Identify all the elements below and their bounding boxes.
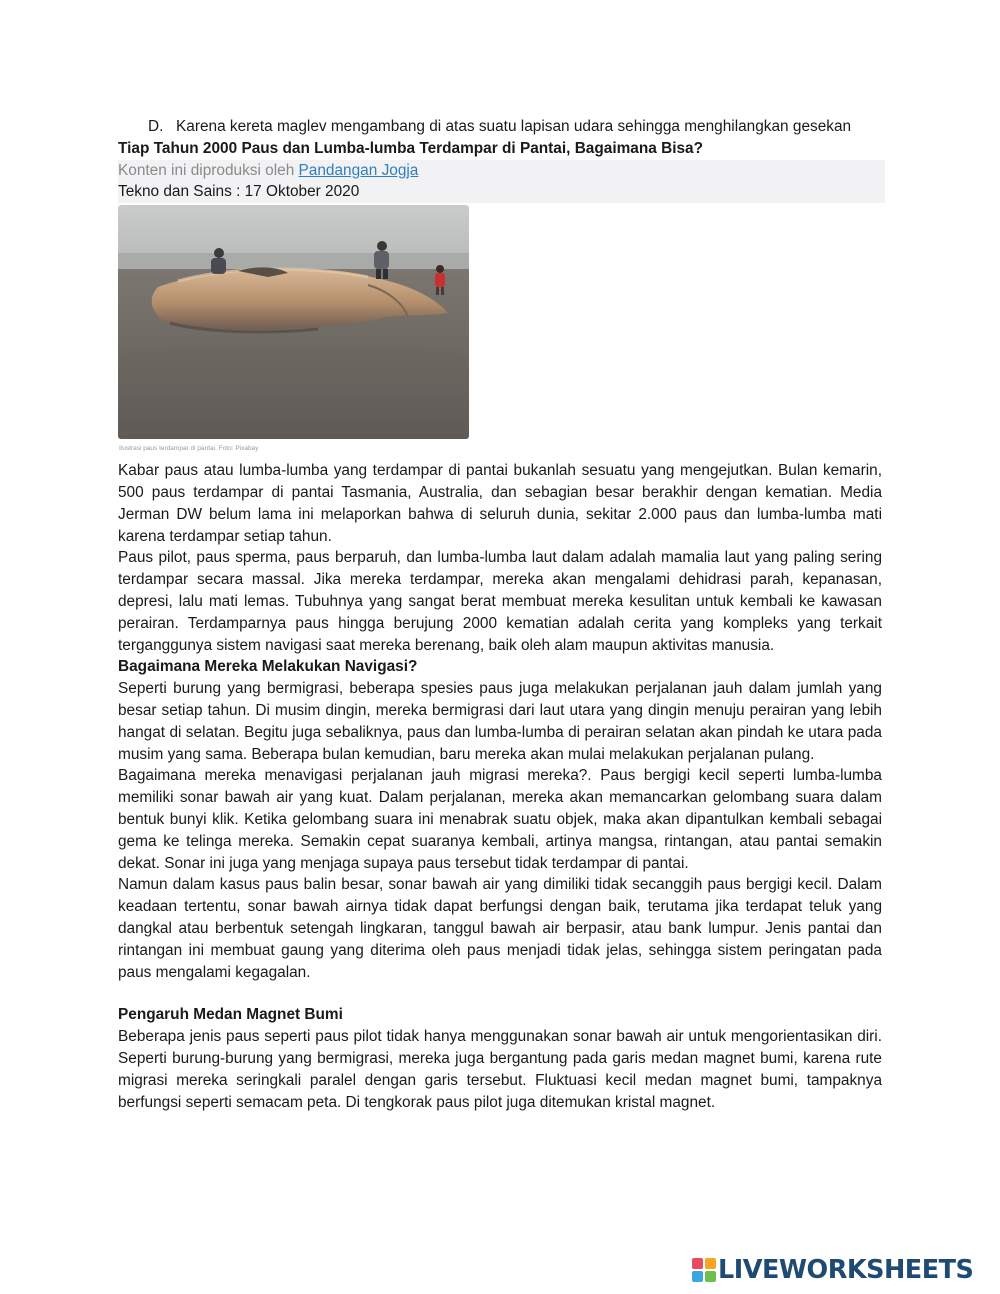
- article-meta: [118, 160, 885, 204]
- navigation-paragraph-2: Bagaimana mereka menavigasi perjalanan jauh migrasi mereka?. Paus bergigi kecil seperti lumba-lumba memiliki sonar bawah air yang kuat. Dalam perjalanan, mereka akan memancarkan gelombang suara dalam bentuk bunyi klik. Ketika gelombang suara ini menabrak suatu objek, maka akan dipantulkan kembali sebagai gema ke telinga mereka. Semakin cepat suaranya kembali, artinya mangsa, rintangan, atau pantai semakin dekat. Sonar ini juga yang menjaga supaya paus tersebut tidak terdampar di pantai.: [118, 767, 882, 872]
- intro-paragraph-2: Paus pilot, paus sperma, paus berparuh, dan lumba-lumba laut dalam adalah mamalia laut yang paling sering terdampar secara massal. Jika mereka terdampar, mereka akan mengalami dehidrasi parah, kepanasan, depresi, lalu mati lemas. Tubuhnya yang sangat berat membuat mereka kesulitan untuk kembali ke kawasan perairan. Terdamparnya paus hingga berujung 2000 kematian adalah cerita yang kompleks yang terkait terganggunya sistem navigasi saat mereka berenang, baik oleh alam maupun aktivitas manusia.: [118, 549, 882, 654]
- article-title: Tiap Tahun 2000 Paus dan Lumba-lumba Terdampar di Pantai, Bagaimana Bisa?: [118, 139, 703, 157]
- section-heading-magnetic: Pengaruh Medan Magnet Bumi: [118, 1006, 343, 1024]
- option-letter: D.: [148, 118, 164, 135]
- liveworksheets-brand: [692, 1253, 973, 1287]
- intro-paragraph-1: Kabar paus atau lumba-lumba yang terdampar di pantai bukanlah sesuatu yang mengejutkan. Bulan kemarin, 500 paus terdampar di pantai Tasmania, Australia, dan sebagian besar berakhir dengan kematian. Media Jerman DW belum lama ini melaporkan bahwa di seluruh dunia, sekitar 2.000 paus dan lumba-lumba mati karena terdampar setiap tahun.: [118, 462, 882, 545]
- article-category-date: Tekno dan Sains : 17 Oktober 2020: [118, 183, 360, 201]
- option-text: Karena kereta maglev mengambang di atas suatu lapisan udara sehingga menghilangkan gesekan: [176, 118, 852, 135]
- answer-option-d: [118, 116, 882, 138]
- magnetic-paragraph-1: Beberapa jenis paus seperti paus pilot tidak hanya menggunakan sonar bawah air untuk mengorientasikan diri. Seperti burung-burung yang bermigrasi, mereka juga bergantung pada garis medan magnet bumi, karena rute migrasi mereka seringkali paralel dengan garis tersebut. Fluktuasi kecil medan magnet bumi, tampaknya berfungsi seperti semacam peta. Di tengkorak paus pilot juga ditemukan kristal magnet.: [118, 1028, 882, 1111]
- worksheet-page: [118, 116, 882, 1113]
- image-caption: Ilustrasi paus terdampar di pantai. Foto: Pixabay: [119, 445, 259, 453]
- navigation-paragraph-1: Seperti burung yang bermigrasi, beberapa spesies paus juga melakukan perjalanan jauh dalam jumlah yang besar setiap tahun. Di musim dingin, mereka bermigrasi dari laut utara yang dingin menuju perairan yang lebih hangat di selatan. Begitu juga sebaliknya, paus dan lumba-lumba di perairan selatan akan pindah ke utara pada musim yang sama. Beberapa bulan kemudian, baru mereka akan mulai melakukan perjalanan pulang.: [118, 680, 882, 763]
- stranded-whale-photo: [118, 205, 469, 439]
- liveworksheets-logo-icon: [692, 1258, 716, 1282]
- credit-prefix: Konten ini diproduksi oleh: [118, 161, 299, 179]
- navigation-paragraph-3: Namun dalam kasus paus balin besar, sonar bawah air yang dimiliki tidak secanggih paus bergigi kecil. Dalam keadaan tertentu, sonar bawah airnya tidak dapat berfungsi dengan baik, terutama jika terdapat teluk yang dangkal atau berbentuk setengah lingkaran, tanggul bawah air berpasir, atau bank lumpur. Jenis pantai dan rintangan ini membuat gaung yang diterima oleh paus menjadi tidak jelas, sehingga sistem peringatan pada paus mengalami kegagalan.: [118, 876, 882, 981]
- section-heading-navigation: Bagaimana Mereka Melakukan Navigasi?: [118, 658, 418, 676]
- credit-link[interactable]: Pandangan Jogja: [298, 161, 419, 179]
- brand-name: LIVEWORKSHEETS: [718, 1255, 974, 1285]
- article-credit: [118, 160, 885, 182]
